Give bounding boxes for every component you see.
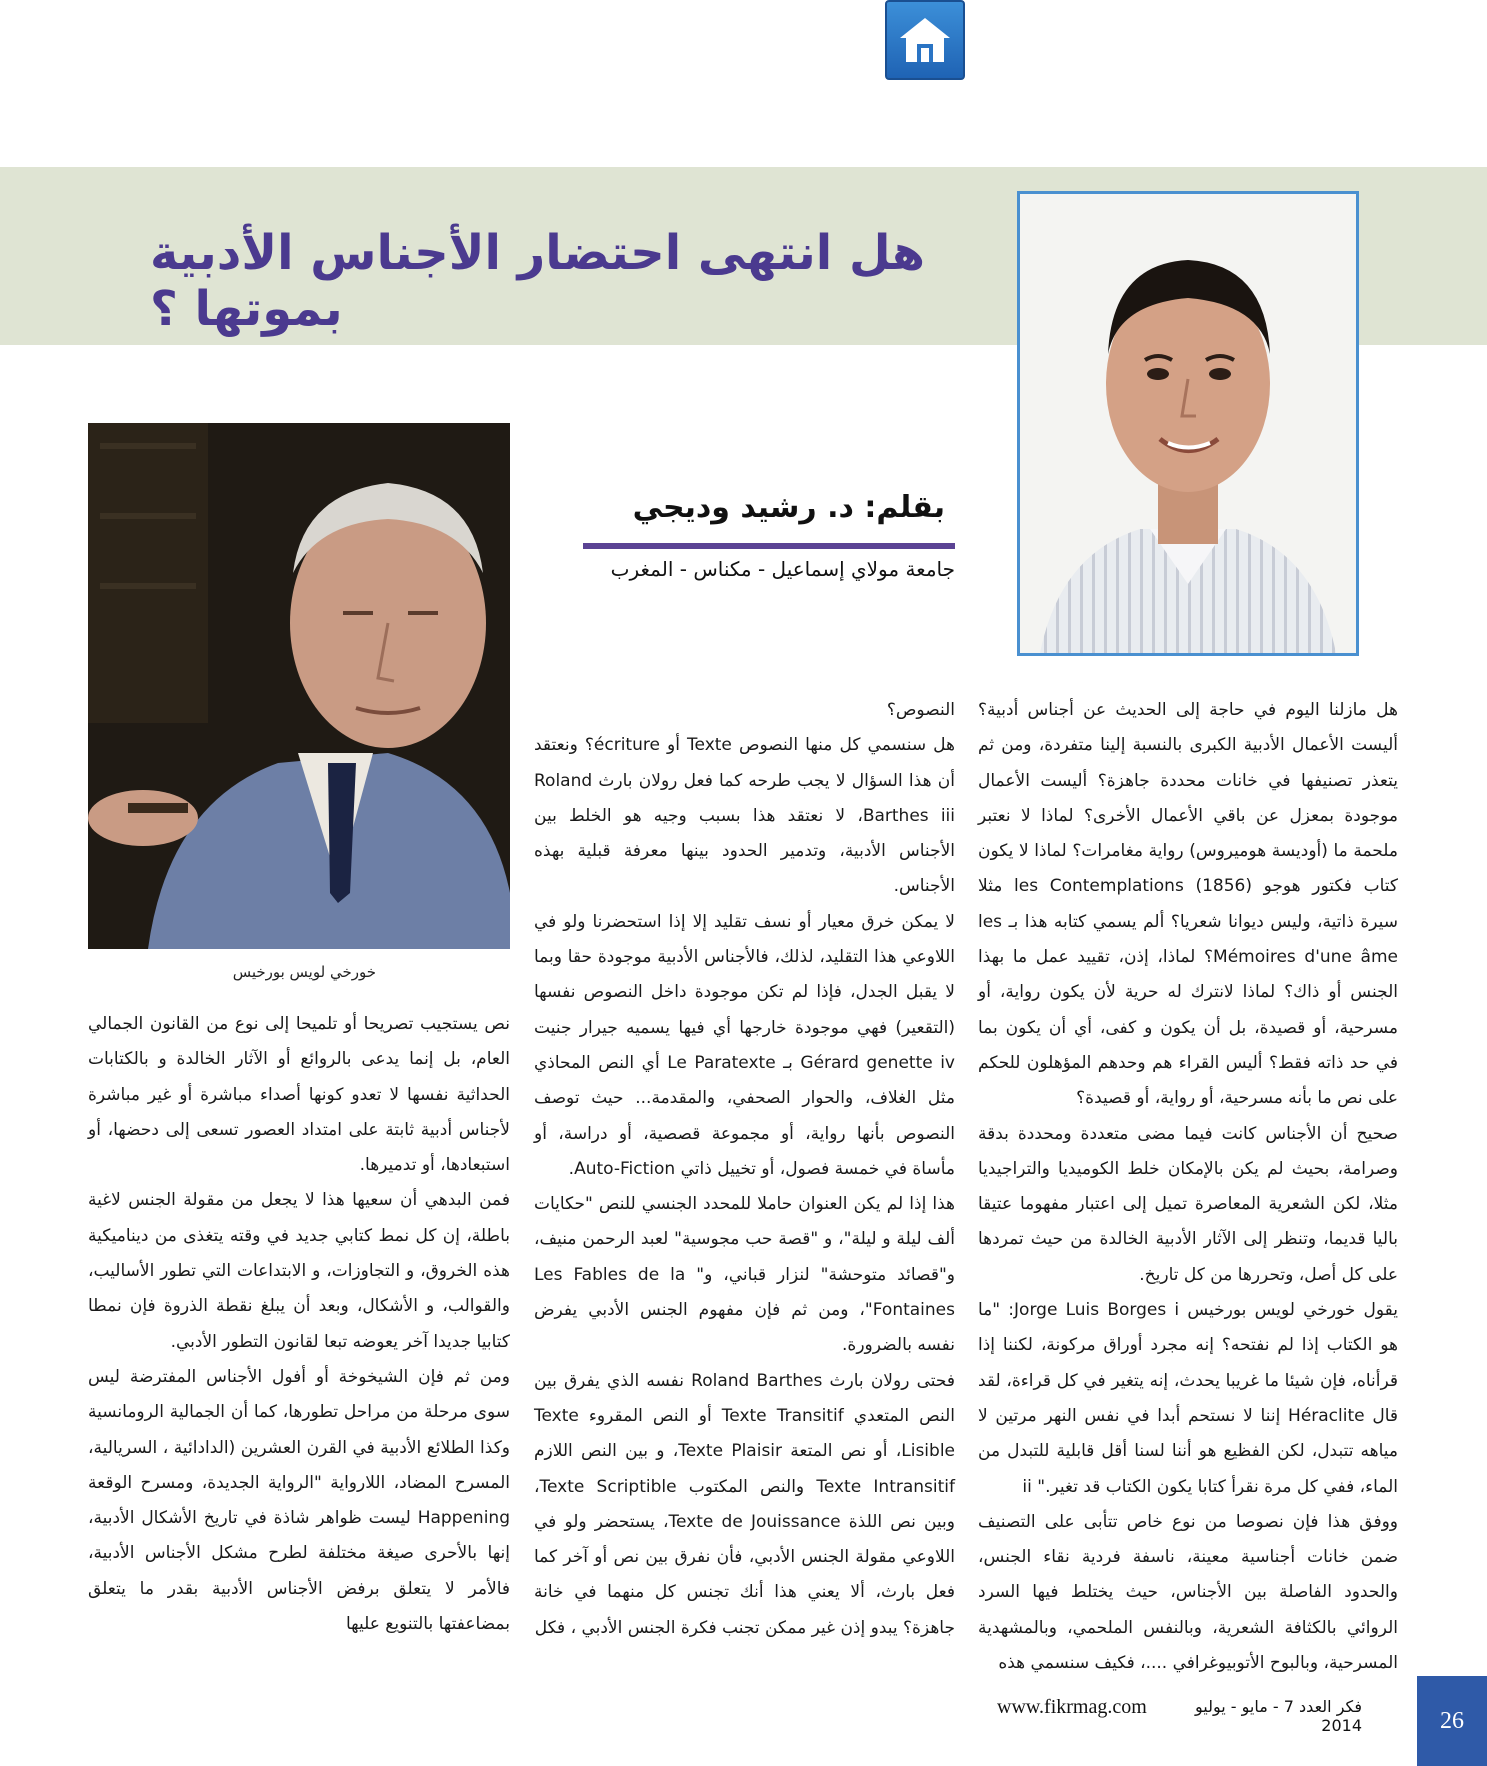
borges-photo bbox=[88, 423, 510, 949]
paragraph: لا يمكن خرق معيار أو نسف تقليد إلا إذا استحضرنا ولو في اللاوعي هذا التقليد، لذلك، فالأجناس الأدبية موجودة حقا وبما لا يقبل الجدل، فإذا لم تكن موجودة داخل النصوص نفسها (التقعير) فهي موجودة خارجها أي فيها يسميه جيرار جنيت Gérard genette iv بـ Le Paratexte أي النص المحاذي مثل الغلاف، والحوار الصحفي، والمقدمة... حيث توصف النصوص بأنها رواية، أو مجموعة قصصية، أو دراسة، أو مأساة في خمسة فصول، أو تخييل ذاتي Auto-Fiction. bbox=[534, 911, 955, 1179]
author-byline: بقلم: د. رشيد وديجي bbox=[632, 490, 945, 525]
home-icon bbox=[896, 14, 954, 66]
paragraph: هذا إذا لم يكن العنوان حاملا للمحدد الجنسي للنص "حكايات ألف ليلة و ليلة"، و "قصة حب مجوسية" لعبد الرحمن منيف، و"قصائد متوحشة" لنزار قباني، و" Les Fables de la Fontaines"، ومن ثم فإن مفهوم الجنس الأدبي يفرض نفسه بالضرورة. bbox=[534, 1194, 955, 1356]
photo-caption: خورخي لويس بورخيس bbox=[232, 963, 376, 981]
paragraph: النصوص؟ bbox=[886, 700, 955, 720]
text-column-middle bbox=[534, 693, 955, 1646]
paragraph: هل مازلنا اليوم في حاجة إلى الحديث عن أجناس أدبية؟ أليست الأعمال الأدبية الكبرى بالنسبة إلينا متفردة، ومن ثم يتعذر تصنيفها في خانات محددة جاهزة؟ أليست الأعمال موجودة بمعزل عن باقي الأعمال الأخرى؟ لماذا لا نعتبر ملحمة ما (أوديسة هوميروس) رواية مغامرات؟ لماذا لا يكون كتاب فكتور هوجو les Contemplations (1856) مثلا سيرة ذاتية، وليس ديوانا شعريا؟ ألم يسمي كتابه هذا بـ les Mémoires d'une âme؟ لماذا، إذن، تقييد عمل ما بهذا الجنس أو ذاك؟ لماذا لانترك له حرية لأن يكون رواية، أو مسرحية، أو قصيدة، بل أن يكون و كفى، أي أن يكون بما في حد ذاته فقط؟ أليس القراء هم وحدهم المؤهلون للحكم على نص ما بأنه مسرحية، أو رواية، أو قصيدة؟ bbox=[978, 700, 1398, 1109]
paragraph: هل سنسمي كل منها النصوص Texte أو écriture؟ ونعتقد أن هذا السؤال لا يجب طرحه كما فعل رولان بارث Roland Barthes iii، لا نعتقد هذا بسبب وجيه هو الخلط بين الأجناس الأدبية، وتدمير الحدود بينها معرفة قبلية بهذه الأجناس. bbox=[534, 735, 956, 897]
byline-divider bbox=[583, 543, 955, 549]
home-button[interactable] bbox=[885, 0, 965, 80]
paragraph: نص يستجيب تصريحا أو تلميحا إلى نوع من القانون الجمالي العام، بل إنما يدعى بالروائع أو الآثار الخالدة و بالكتابات الحداثية نفسها لا تعدو كونها أصداء مباشرة أو غير مباشرة لأجناس أدبية ثابتة على امتداد العصور تسعى إلى دحضها، أو استبعادها، أو تدميرها. bbox=[88, 1014, 510, 1176]
article-title: هل انتهى احتضار الأجناس الأدبية بموتها ؟ bbox=[150, 225, 926, 337]
author-photo bbox=[1017, 191, 1359, 656]
paragraph: ووفق هذا فإن نصوصا من نوع خاص تتأبى على التصنيف ضمن خانات أجناسية معينة، ناسفة فردية نقاء الجنس، والحدود الفاصلة بين الأجناس، حيث يختلط فيها السرد الروائي بالكثافة الشعرية، وبالنفس الملحمي، وبالمشهدية المسرحية، وبالبوح الأتوبيوغرافي ....، فكيف سنسمي هذه bbox=[978, 1511, 1398, 1674]
paragraph: فحتى رولان بارث Roland Barthes نفسه الذي يفرق بين النص المتعدي Texte Transitif أو النص المقروء Texte Lisible، أو نص المتعة Texte Plaisir، و بين النص اللازم Texte Intransitif والنص المكتوب Texte Scriptible، وبين نص اللذة Texte de Jouissance، يستحضر ولو في اللاوعي مقولة الجنس الأدبي، فأن نفرق بين نص أو آخر كما فعل بارث، ألا يعني هذا أنك تجنس كل منهما في خانة جاهزة؟ يبدو إذن غير ممكن تجنب فكرة الجنس الأدبي ، فكل bbox=[534, 1370, 956, 1638]
paragraph: يقول خورخي لويس بورخيس Jorge Luis Borges i: "ما هو الكتاب إذا لم نفتحه؟ إنه مجرد أوراق مركونة، لكننا إذا قرأناه، فإن شيئا ما غريبا يحدث، إنه يتغير في كل قراءة، لقد قال Héraclite إننا لا نستحم أبدا في نفس النهر مرتين لا مياهه تتبدل، لكن الفظيع هو أننا لسنا أقل قابلية للتبدل من الماء، ففي كل مرة نقرأ كتابا يكون الكتاب قد تغير." ii bbox=[978, 1300, 1399, 1497]
text-column-left bbox=[88, 1007, 510, 1642]
paragraph: فمن البدهي أن سعيها هذا لا يجعل من مقولة الجنس لاغية باطلة، إن كل نمط كتابي جديد في وقته يتغذى من ديناميكية هذه الخروق، و التجاوزات، و الابتداعات التي تطور الأساليب، والقوالب، و الأشكال، وبعد أن يبلغ نقطة الذروة فإن نمطا كتابيا جديدا آخر يعوضه تبعا لقانون التطور الأدبي. bbox=[88, 1190, 510, 1352]
paragraph: ومن ثم فإن الشيخوخة أو أفول الأجناس المفترضة ليس سوى مرحلة من مراحل تطورها، كما أن الجمالية الرومانسية وكذا الطلائع الأدبية في القرن العشرين (الدادائية ، السريالية، المسرح المضاد، اللارواية "الرواية الجديدة، ومسرح الوقعة Happening ليست ظواهر شاذة في تاريخ الأشكال الأدبية، إنها بالأحرى صيغة مختلفة لطرح مشكل الأجناس الأدبية، فالأمر لا يتعلق برفض الأجناس الأدبية بقدر ما يتعلق بمضاعفتها بالتنويع عليها bbox=[88, 1366, 510, 1635]
author-affiliation: جامعة مولاي إسماعيل - مكناس - المغرب bbox=[610, 557, 955, 581]
issue-info: فكر العدد 7 - مايو - يوليو 2014 bbox=[1195, 1697, 1362, 1735]
page-number: 26 bbox=[1417, 1676, 1487, 1766]
text-column-right bbox=[978, 693, 1398, 1681]
paragraph: صحيح أن الأجناس كانت فيما مضى متعددة ومحددة بدقة وصرامة، بحيث لم يكن بالإمكان خلط الكوميديا والتراجيديا مثلا، لكن الشعرية المعاصرة تميل إلى اعتبار مفهوما عتيقا باليا قديما، وتنظر إلى الآثار الأدبية الخالدة من حيث تمردها على كل أصل، وتحررها من كل تاريخ. bbox=[978, 1123, 1398, 1285]
website-link[interactable]: www.fikrmag.com bbox=[997, 1696, 1147, 1718]
